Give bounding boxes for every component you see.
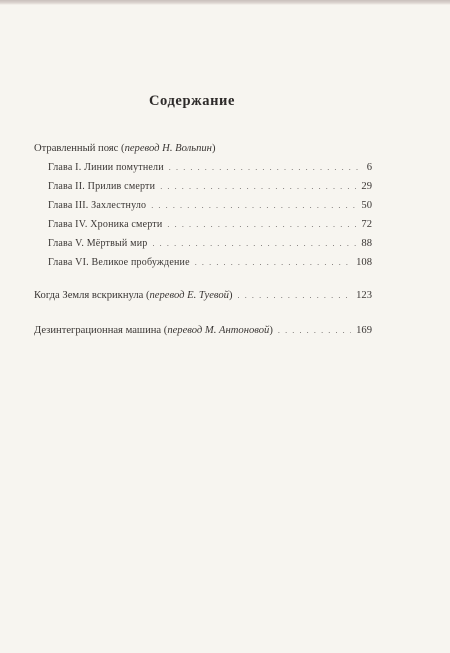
- toc-chapter-row[interactable]: [34, 177, 372, 196]
- toc-chapter-row[interactable]: [34, 196, 372, 215]
- page-number: 72: [361, 219, 372, 230]
- dot-leader: [238, 286, 352, 305]
- chapter-title: Глава IV. Хроника смерти: [48, 219, 163, 230]
- page-number: 88: [361, 238, 372, 249]
- chapter-title: Глава V. Мёртвый мир: [48, 238, 148, 249]
- page-number: 6: [366, 162, 372, 173]
- dot-leader: [278, 321, 351, 340]
- dot-leader: [152, 234, 356, 253]
- page-number: 123: [356, 290, 372, 301]
- chapter-title: Глава II. Прилив смерти: [48, 181, 156, 192]
- toc-entry-poisoned-belt[interactable]: [34, 140, 372, 158]
- page-number: 29: [361, 181, 372, 192]
- toc-chapter-row[interactable]: [34, 234, 372, 253]
- translator-credit: перевод М. Антоновой: [167, 325, 270, 336]
- entry-title: Когда Земля вскрикнула: [34, 290, 144, 301]
- translator-open-paren: (: [121, 143, 125, 154]
- table-of-contents: [34, 140, 372, 340]
- page-number: 108: [356, 257, 372, 268]
- translator-credit: перевод Е. Туевой: [149, 290, 229, 301]
- entry-title: Дезинтеграционная машина: [34, 325, 162, 336]
- page-number: 169: [356, 325, 372, 336]
- toc-chapter-row[interactable]: [34, 158, 372, 177]
- dot-leader: [151, 196, 356, 215]
- dot-leader: [160, 177, 356, 196]
- chapter-title: Глава VI. Великое пробуждение: [48, 257, 190, 268]
- toc-entry-when-earth-screamed[interactable]: [34, 286, 372, 305]
- toc-entry-disintegration-machine[interactable]: [34, 321, 372, 340]
- translator-credit: перевод Н. Вольпин: [124, 143, 212, 154]
- entry-title-group: Когда Земля вскрикнула (перевод Е. Туевой): [34, 290, 233, 301]
- toc-chapter-row[interactable]: [34, 253, 372, 272]
- chapter-title: Глава I. Линии помутнели: [48, 162, 164, 173]
- dot-leader: [167, 215, 356, 234]
- page-title: Содержание: [148, 93, 236, 109]
- entry-title-group: Дезинтеграционная машина (перевод М. Антоновой): [34, 325, 273, 336]
- toc-chapter-row[interactable]: [34, 215, 372, 234]
- dot-leader: [169, 158, 362, 177]
- translator-close-paren: ): [211, 143, 216, 154]
- entry-title: Отравленный пояс: [34, 143, 119, 154]
- page-top-edge: [0, 0, 450, 5]
- chapter-title: Глава III. Захлестнуло: [48, 200, 147, 211]
- page-number: 50: [361, 200, 372, 211]
- dot-leader: [195, 253, 351, 272]
